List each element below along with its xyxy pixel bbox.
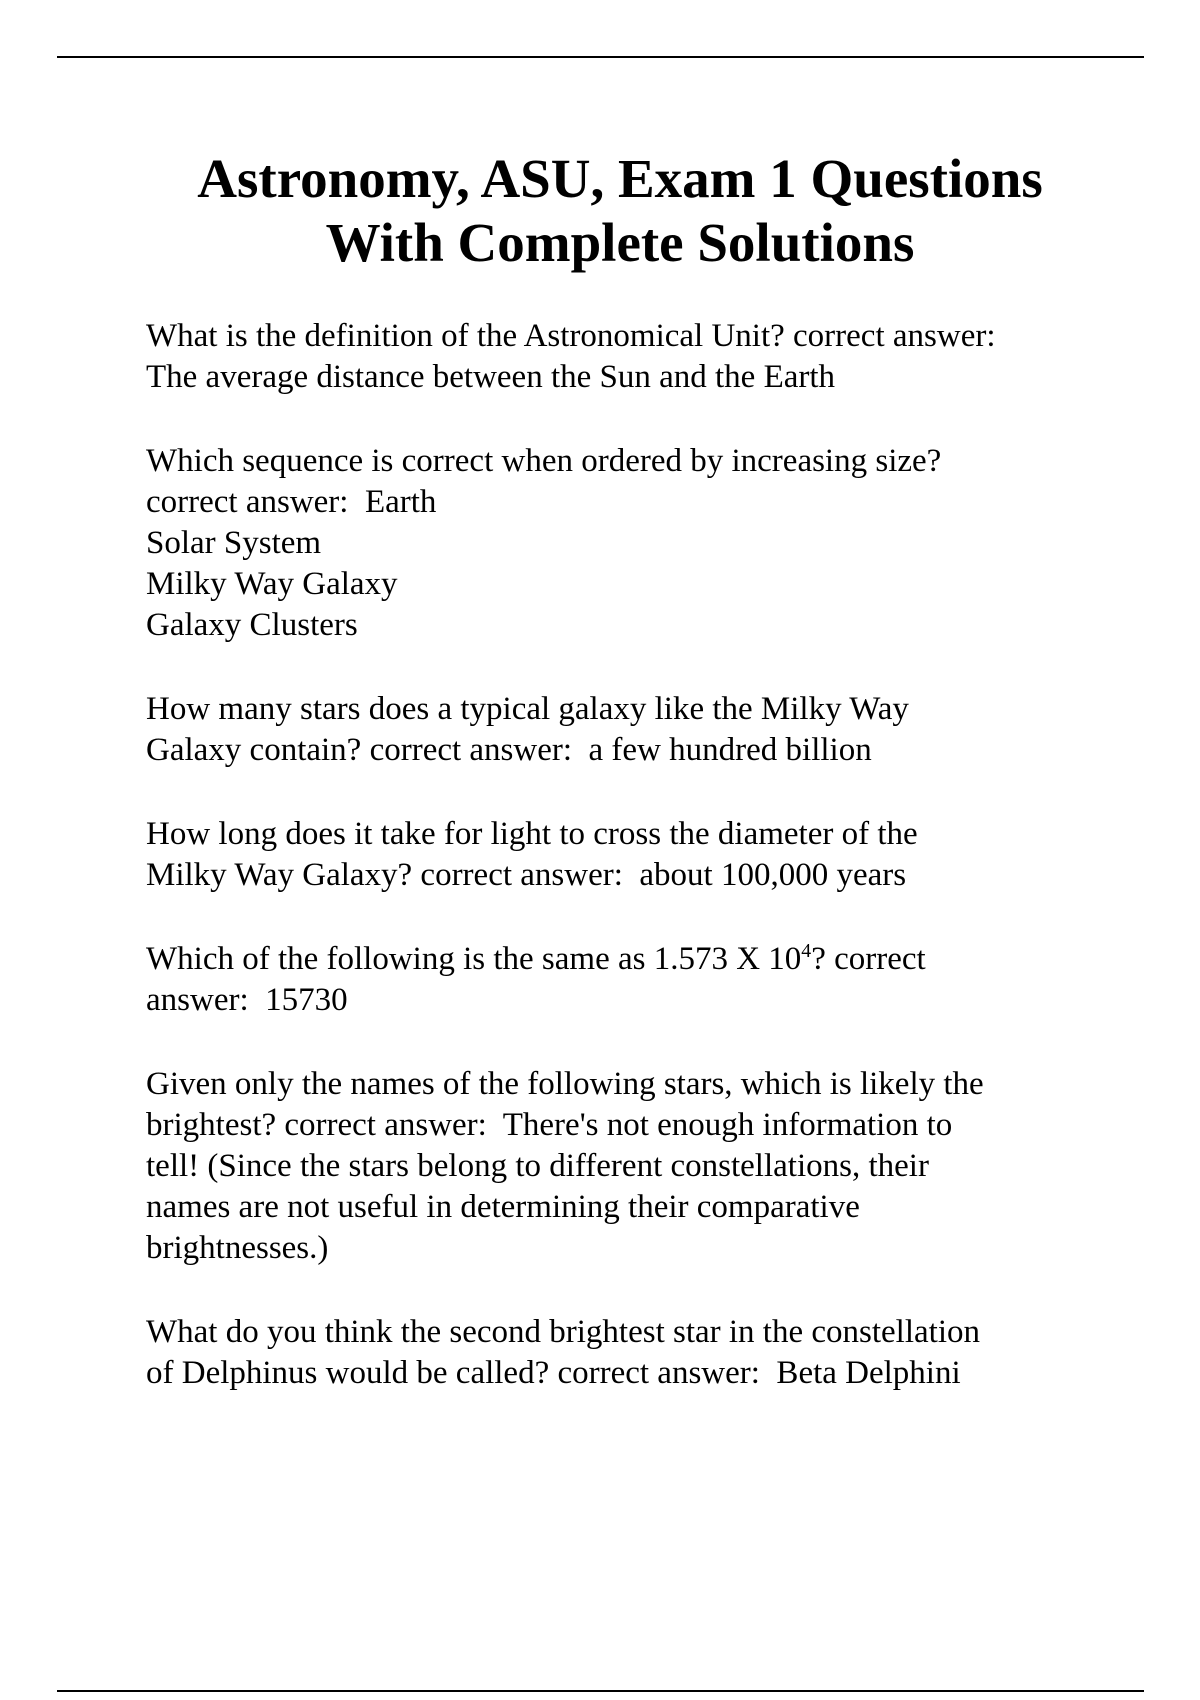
qa-line: How many stars does a typical galaxy like the Milky Way bbox=[146, 691, 909, 727]
qa-item-6 bbox=[146, 1064, 1146, 1269]
qa-line: Given only the names of the following stars, which is likely the bbox=[146, 1066, 984, 1102]
qa-text: ? correct bbox=[811, 941, 926, 977]
qa-line: What is the definition of the Astronomical Unit? correct answer: bbox=[146, 318, 996, 354]
qa-list bbox=[146, 316, 1146, 1437]
title-line-1: Astronomy, ASU, Exam 1 Questions bbox=[197, 148, 1043, 209]
qa-line: correct answer: Earth bbox=[146, 484, 437, 520]
qa-line: names are not useful in determining their comparative bbox=[146, 1189, 860, 1225]
qa-item-5 bbox=[146, 939, 1146, 1021]
top-rule bbox=[57, 56, 1144, 58]
qa-item-1 bbox=[146, 316, 1146, 398]
qa-item-4 bbox=[146, 814, 1146, 896]
qa-line: Galaxy contain? correct answer: a few hundred billion bbox=[146, 732, 872, 768]
qa-line: of Delphinus would be called? correct answer: Beta Delphini bbox=[146, 1355, 961, 1391]
document-title bbox=[100, 147, 1140, 275]
qa-line: tell! (Since the stars belong to different constellations, their bbox=[146, 1148, 929, 1184]
qa-line: Milky Way Galaxy? correct answer: about 100,000 years bbox=[146, 857, 907, 893]
qa-line: How long does it take for light to cross the diameter of the bbox=[146, 816, 918, 852]
qa-item-7 bbox=[146, 1312, 1146, 1394]
qa-line: brightest? correct answer: There's not enough information to bbox=[146, 1107, 953, 1143]
bottom-rule bbox=[57, 1690, 1144, 1692]
qa-line: Solar System bbox=[146, 525, 322, 561]
qa-item-2 bbox=[146, 441, 1146, 646]
qa-item-3 bbox=[146, 689, 1146, 771]
qa-line: brightnesses.) bbox=[146, 1230, 329, 1266]
title-line-2: With Complete Solutions bbox=[325, 212, 915, 273]
qa-line bbox=[146, 939, 1146, 980]
qa-line: Which sequence is correct when ordered by increasing size? bbox=[146, 443, 942, 479]
qa-line: Milky Way Galaxy bbox=[146, 566, 398, 602]
qa-line: What do you think the second brightest star in the constellation bbox=[146, 1314, 980, 1350]
qa-text: Which of the following is the same as 1.573 X 10 bbox=[146, 941, 802, 977]
qa-line: Galaxy Clusters bbox=[146, 607, 358, 643]
exponent: 4 bbox=[801, 940, 812, 962]
qa-line: answer: 15730 bbox=[146, 982, 348, 1018]
qa-line: The average distance between the Sun and the Earth bbox=[146, 359, 836, 395]
